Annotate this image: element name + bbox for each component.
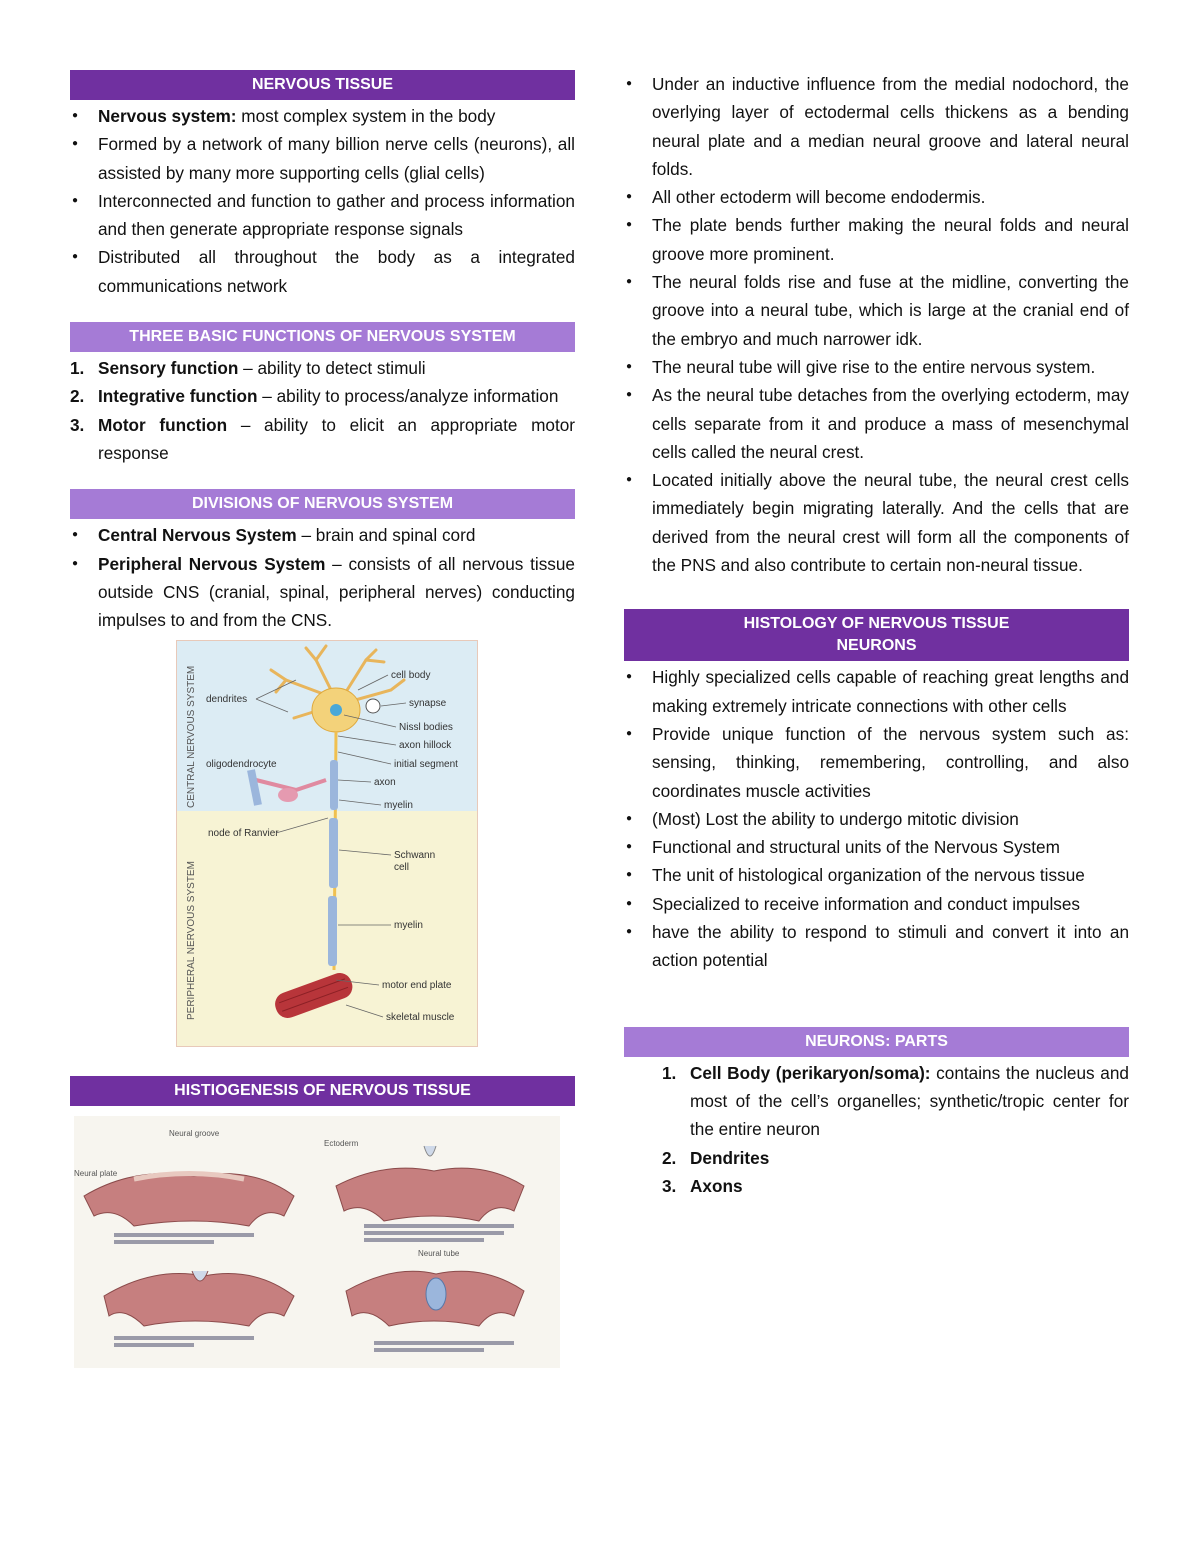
definition: – ability to detect stimuli <box>238 358 426 379</box>
section-header-three-functions: THREE BASIC FUNCTIONS OF NERVOUS SYSTEM <box>70 322 575 352</box>
label-initial: initial segment <box>394 759 458 771</box>
label-endplate: motor end plate <box>382 980 452 992</box>
label-ectoderm: Ectoderm <box>324 1139 359 1149</box>
list-item <box>70 130 575 187</box>
label-synapse: synapse <box>409 698 447 710</box>
functions-list <box>70 354 575 467</box>
label-oligo: oligodendrocyte <box>206 759 277 771</box>
label-ranvier: node of Ranvier <box>208 828 279 840</box>
term: Axons <box>690 1175 743 1196</box>
list-item: ● The unit of histological organization of the nervous tissue <box>624 861 1129 889</box>
right-column <box>624 70 1129 1200</box>
label-neural-tube: Neural tube <box>418 1249 460 1259</box>
section-header-divisions: DIVISIONS OF NERVOUS SYSTEM <box>70 489 575 519</box>
list-item: ● Specialized to receive information and conduct impulses <box>624 890 1129 918</box>
list-item <box>662 1172 1129 1200</box>
list-item: ● (Most) Lost the ability to undergo mitotic division <box>624 805 1129 833</box>
term: Dendrites <box>690 1147 770 1168</box>
definition: – ability to process/analyze information <box>257 386 559 407</box>
label-axon: axon <box>374 777 396 789</box>
definition: most complex system in the body <box>236 106 496 126</box>
myelin-shape <box>328 896 337 966</box>
list-item: ● have the ability to respond to stimuli and convert it into an action potential <box>624 918 1129 975</box>
label-hillock: axon hillock <box>399 740 452 752</box>
list-item <box>70 102 575 130</box>
cns-label: CENTRAL NERVOUS SYSTEM <box>186 666 197 809</box>
term: Central Nervous System <box>98 525 297 546</box>
header-line-2: NEURONS <box>836 637 917 655</box>
bullet-text: Formed by a network of many billion nerve cells (neurons), all assisted by many more supporting cells (glial cells) <box>98 134 575 183</box>
list-item: ● Functional and structural units of the Nervous System <box>624 833 1129 861</box>
item-number: 2. <box>70 386 85 407</box>
label-muscle: skeletal muscle <box>386 1012 455 1024</box>
histiogenesis-list <box>624 70 1129 579</box>
neuron-diagram <box>176 640 478 1048</box>
list-item <box>70 354 575 382</box>
item-number: 2. <box>662 1147 677 1168</box>
nervous-tissue-list <box>70 102 575 300</box>
left-column <box>70 70 575 1368</box>
definition: – brain and spinal cord <box>296 525 476 546</box>
label-schwann-2: cell <box>394 862 410 874</box>
list-item <box>70 382 575 410</box>
bullet-text: Distributed all throughout the body as a integrated communications network <box>98 247 575 296</box>
neuron-parts-list <box>624 1059 1129 1200</box>
list-item: ● Under an inductive influence from the medial nodochord, the overlying layer of ectodermal cells thickens as a bending neural plate and a median neural groove and lateral neural folds. <box>624 70 1129 183</box>
list-item <box>70 550 575 635</box>
definition: – ability to elicit an appropriate motor response <box>98 414 576 463</box>
definition: contains the nucleus and most of the cell’s organelles; synthetic/tropic center for the entire neuron <box>690 1062 1129 1140</box>
term: Motor function <box>98 414 228 435</box>
list-item: ● The neural tube will give rise to the entire nervous system. <box>624 353 1129 381</box>
list-item <box>70 187 575 244</box>
term: Nervous system: <box>98 106 237 126</box>
label-myelin-2: myelin <box>394 920 423 932</box>
list-item: ● Highly specialized cells capable of reaching great lengths and making extremely intricate connections with other cells <box>624 663 1129 720</box>
section-header-nervous-tissue: NERVOUS TISSUE <box>70 70 575 100</box>
myelin-shape <box>329 818 338 888</box>
term: Peripheral Nervous System <box>98 553 326 574</box>
definition: – consists of all nervous tissue outside CNS (cranial, spinal, peripheral nerves) conducting impulses to and from the CNS. <box>98 553 575 631</box>
list-item: ● As the neural tube detaches from the overlying ectoderm, may cells separate from it and produce a mass of mesenchymal cells called the neural crest. <box>624 381 1129 466</box>
divisions-list <box>70 521 575 634</box>
label-cell-body: cell body <box>391 670 431 682</box>
list-item <box>70 411 575 468</box>
label-neural-plate: Neural plate <box>74 1169 118 1179</box>
term: Cell Body (perikaryon/soma): <box>690 1062 931 1083</box>
section-header-neuron-parts: NEURONS: PARTS <box>624 1027 1129 1057</box>
term: Sensory function <box>98 358 239 379</box>
histiogenesis-diagram <box>74 1116 560 1368</box>
item-number: 1. <box>70 358 85 379</box>
myelin-shape <box>330 760 338 810</box>
pns-label: PERIPHERAL NERVOUS SYSTEM <box>186 861 197 1021</box>
list-item: ● All other ectoderm will become endodermis. <box>624 183 1129 211</box>
header-line-1: HISTOLOGY OF NERVOUS TISSUE <box>743 615 1010 633</box>
synapse-shape <box>366 699 380 713</box>
section-header-histology <box>624 609 1129 661</box>
item-number: 1. <box>662 1062 677 1083</box>
section-header-histiogenesis: HISTIOGENESIS OF NERVOUS TISSUE <box>70 1076 575 1106</box>
item-number: 3. <box>662 1175 677 1196</box>
label-dendrites: dendrites <box>206 694 248 706</box>
list-item: ● Provide unique function of the nervous system such as: sensing, thinking, remembering, controlling, and also coordinates muscle activities <box>624 720 1129 805</box>
list-item: ● The plate bends further making the neural folds and neural groove more prominent. <box>624 211 1129 268</box>
nucleus-shape <box>330 704 342 716</box>
list-item <box>662 1144 1129 1172</box>
term: Integrative function <box>98 386 258 407</box>
label-neural-groove: Neural groove <box>169 1129 220 1139</box>
item-number: 3. <box>70 414 85 435</box>
neurons-list <box>624 663 1129 974</box>
list-item <box>70 243 575 300</box>
label-nissl: Nissl bodies <box>399 722 453 734</box>
list-item <box>662 1059 1129 1144</box>
list-item: ● The neural folds rise and fuse at the midline, converting the groove into a neural tube, which is large at the cranial end of the embryo and much narrower idk. <box>624 268 1129 353</box>
bullet-text: Interconnected and function to gather and process information and then generate appropriate response signals <box>98 190 575 240</box>
label-schwann-1: Schwann <box>394 850 436 862</box>
list-item <box>70 521 575 549</box>
list-item: ● Located initially above the neural tube, the neural crest cells immediately begin migrating laterally. And the cells that are derived from the neural crest will form all the components of the PNS and also contribute to certain non-neural tissue. <box>624 466 1129 579</box>
label-myelin-1: myelin <box>384 800 413 812</box>
oligodendrocyte-body <box>278 788 298 802</box>
